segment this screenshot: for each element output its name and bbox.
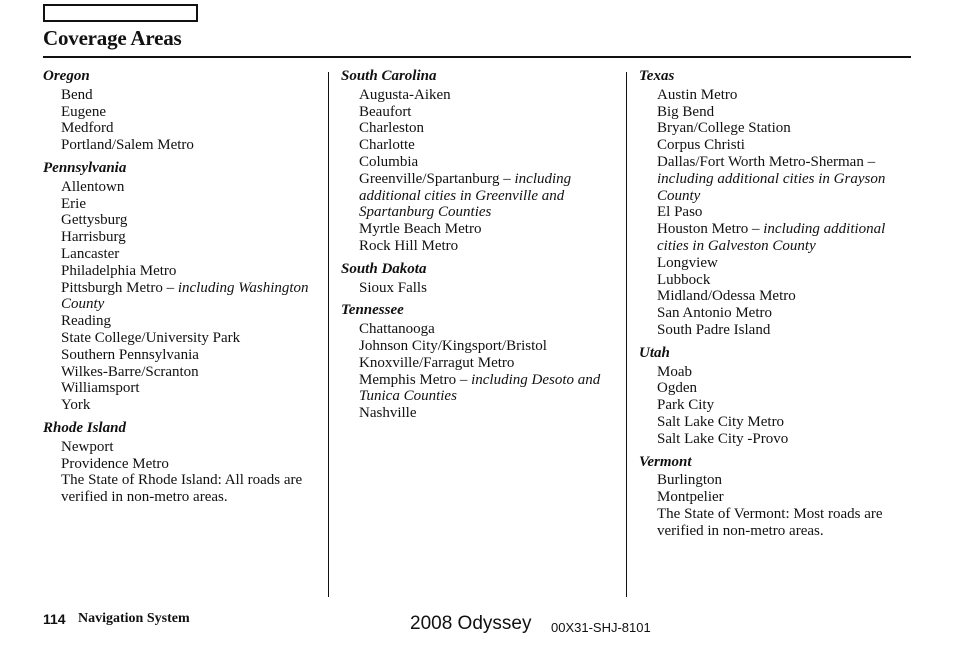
column-3 (639, 68, 914, 540)
city-item (341, 137, 611, 154)
state-heading: Texas (639, 68, 675, 84)
city-name: Harrisburg (61, 229, 126, 246)
city-name: Myrtle Beach Metro (359, 221, 482, 238)
city-note: including Washington County (61, 279, 309, 313)
city-item (43, 229, 323, 246)
city-item (43, 456, 323, 473)
state-heading: Vermont (639, 453, 692, 470)
city-item (43, 196, 323, 213)
state-heading: Oregon (43, 68, 90, 84)
city-name: Longview (657, 254, 718, 271)
city-item (639, 322, 914, 339)
city-item (43, 137, 323, 154)
city-name: The State of Vermont: Most roads are verified in non-metro areas. (657, 505, 883, 539)
city-name: Providence Metro (61, 455, 169, 472)
city-item (639, 104, 914, 121)
city-name: Williamsport (61, 380, 140, 397)
city-name: Pittsburgh Metro (61, 279, 163, 296)
city-item (639, 288, 914, 305)
city-item (43, 439, 323, 456)
city-name: South Padre Island (657, 321, 771, 338)
column-divider-2 (626, 72, 627, 597)
city-name: Montpelier (657, 489, 724, 506)
city-name: Ogden (657, 380, 697, 397)
city-name: Augusta-Aiken (359, 86, 451, 103)
city-item (341, 104, 611, 121)
city-name: Medford (61, 120, 114, 137)
city-name: Corpus Christi (657, 137, 745, 154)
state-heading: Rhode Island (43, 419, 126, 436)
title-divider (43, 56, 911, 58)
city-item (639, 472, 914, 489)
city-name: York (61, 397, 91, 414)
city-name: The State of Rhode Island: All roads are verified in non-metro areas. (61, 472, 303, 506)
city-item (43, 313, 323, 330)
city-item (43, 120, 323, 137)
city-item (43, 104, 323, 121)
city-item (341, 405, 611, 422)
city-item (43, 364, 323, 381)
city-name: Houston Metro (657, 221, 749, 238)
city-item (341, 321, 611, 338)
city-name: Bend (61, 86, 93, 103)
state-heading: South Dakota (341, 260, 427, 277)
city-item (341, 120, 611, 137)
city-item (43, 347, 323, 364)
city-item (639, 137, 914, 154)
city-name: Moab (657, 363, 692, 380)
city-item (43, 246, 323, 263)
city-item (341, 154, 611, 171)
state-heading: Utah (639, 344, 670, 361)
page-title: Coverage Areas (43, 26, 182, 50)
city-item (639, 305, 914, 322)
city-item (639, 87, 914, 104)
city-name: Philadelphia Metro (61, 262, 177, 279)
city-item (639, 397, 914, 414)
vehicle-model: 2008 Odyssey (410, 613, 532, 634)
column-2 (341, 68, 611, 422)
city-name: Reading (61, 313, 111, 330)
city-name: Salt Lake City Metro (657, 413, 785, 430)
city-item (43, 472, 323, 506)
city-item (341, 355, 611, 372)
city-item (341, 238, 611, 255)
city-name: Greenville/Spartanburg (359, 170, 500, 187)
document-code: 00X31-SHJ-8101 (551, 620, 651, 635)
city-item (639, 272, 914, 289)
city-item (639, 431, 914, 448)
city-name: Sioux Falls (359, 279, 427, 296)
city-name: Knoxville/Farragut Metro (359, 354, 515, 371)
column-1 (43, 68, 323, 506)
city-item (639, 364, 914, 381)
city-name: Bryan/College Station (657, 120, 791, 137)
city-item (43, 397, 323, 414)
city-name: Johnson City/Kingsport/Bristol (359, 337, 547, 354)
city-item (639, 255, 914, 272)
state-heading: South Carolina (341, 68, 437, 84)
city-note: including Desoto and Tunica Counties (359, 371, 601, 405)
city-item (43, 87, 323, 104)
state-heading: Tennessee (341, 302, 404, 319)
city-name: Park City (657, 397, 715, 414)
city-name: Austin Metro (657, 86, 738, 103)
city-item (639, 489, 914, 506)
city-name: Eugene (61, 103, 106, 120)
city-item (341, 221, 611, 238)
city-item (43, 380, 323, 397)
city-name: Erie (61, 195, 86, 212)
city-item (639, 380, 914, 397)
city-name: Rock Hill Metro (359, 237, 459, 254)
city-name: Lubbock (657, 271, 711, 288)
city-item (43, 212, 323, 229)
city-name: Lancaster (61, 245, 120, 262)
city-item (341, 87, 611, 104)
city-name: Salt Lake City -Provo (657, 430, 789, 447)
city-item (639, 120, 914, 137)
city-item (341, 280, 611, 297)
city-name: Chattanooga (359, 321, 435, 338)
header-tab-box (43, 4, 198, 22)
city-item (639, 414, 914, 431)
city-name: Charlotte (359, 137, 415, 154)
city-item (43, 179, 323, 196)
city-name: Dallas/Fort Worth Metro-Sherman (657, 153, 864, 170)
city-name: Midland/Odessa Metro (657, 288, 796, 305)
city-name: Columbia (359, 153, 419, 170)
city-note: including additional cities in Galveston County (657, 221, 886, 254)
state-heading: Pennsylvania (43, 159, 127, 176)
city-item: Dallas/Fort Worth Metro-Sherman – including additional cities in Grayson County (657, 153, 886, 204)
city-note: including additional cities in Greenville and Spartanburg Counties (359, 170, 572, 221)
city-name: Burlington (657, 472, 723, 489)
city-name: El Paso (657, 204, 703, 221)
city-name: Big Bend (657, 103, 715, 120)
city-name: Newport (61, 438, 114, 455)
city-item (341, 338, 611, 355)
city-name: Memphis Metro (359, 371, 457, 388)
city-item (639, 506, 914, 540)
city-item: Houston Metro – including additional cities in Galveston County (657, 221, 886, 254)
city-name: Wilkes-Barre/Scranton (61, 363, 199, 380)
city-item (43, 330, 323, 347)
city-name: Charleston (359, 120, 424, 137)
section-name: Navigation System (78, 611, 190, 626)
city-name: Nashville (359, 405, 417, 422)
column-divider-1 (328, 72, 329, 597)
city-item (639, 204, 914, 221)
city-name: Portland/Salem Metro (61, 137, 194, 154)
city-name: Beaufort (359, 103, 412, 120)
city-note: including additional cities in Grayson County (657, 170, 886, 204)
city-name: Allentown (61, 178, 125, 195)
city-item: Pittsburgh Metro – including Washington County (61, 279, 309, 313)
city-item: Greenville/Spartanburg – including additional cities in Greenville and Spartanburg Counties (359, 170, 572, 221)
city-name: Southern Pennsylvania (61, 346, 199, 363)
city-name: Gettysburg (61, 212, 128, 229)
city-item (43, 263, 323, 280)
page-number: 114 (43, 611, 66, 627)
city-item: Memphis Metro – including Desoto and Tunica Counties (359, 371, 601, 405)
city-name: San Antonio Metro (657, 305, 772, 322)
city-name: State College/University Park (61, 329, 241, 346)
